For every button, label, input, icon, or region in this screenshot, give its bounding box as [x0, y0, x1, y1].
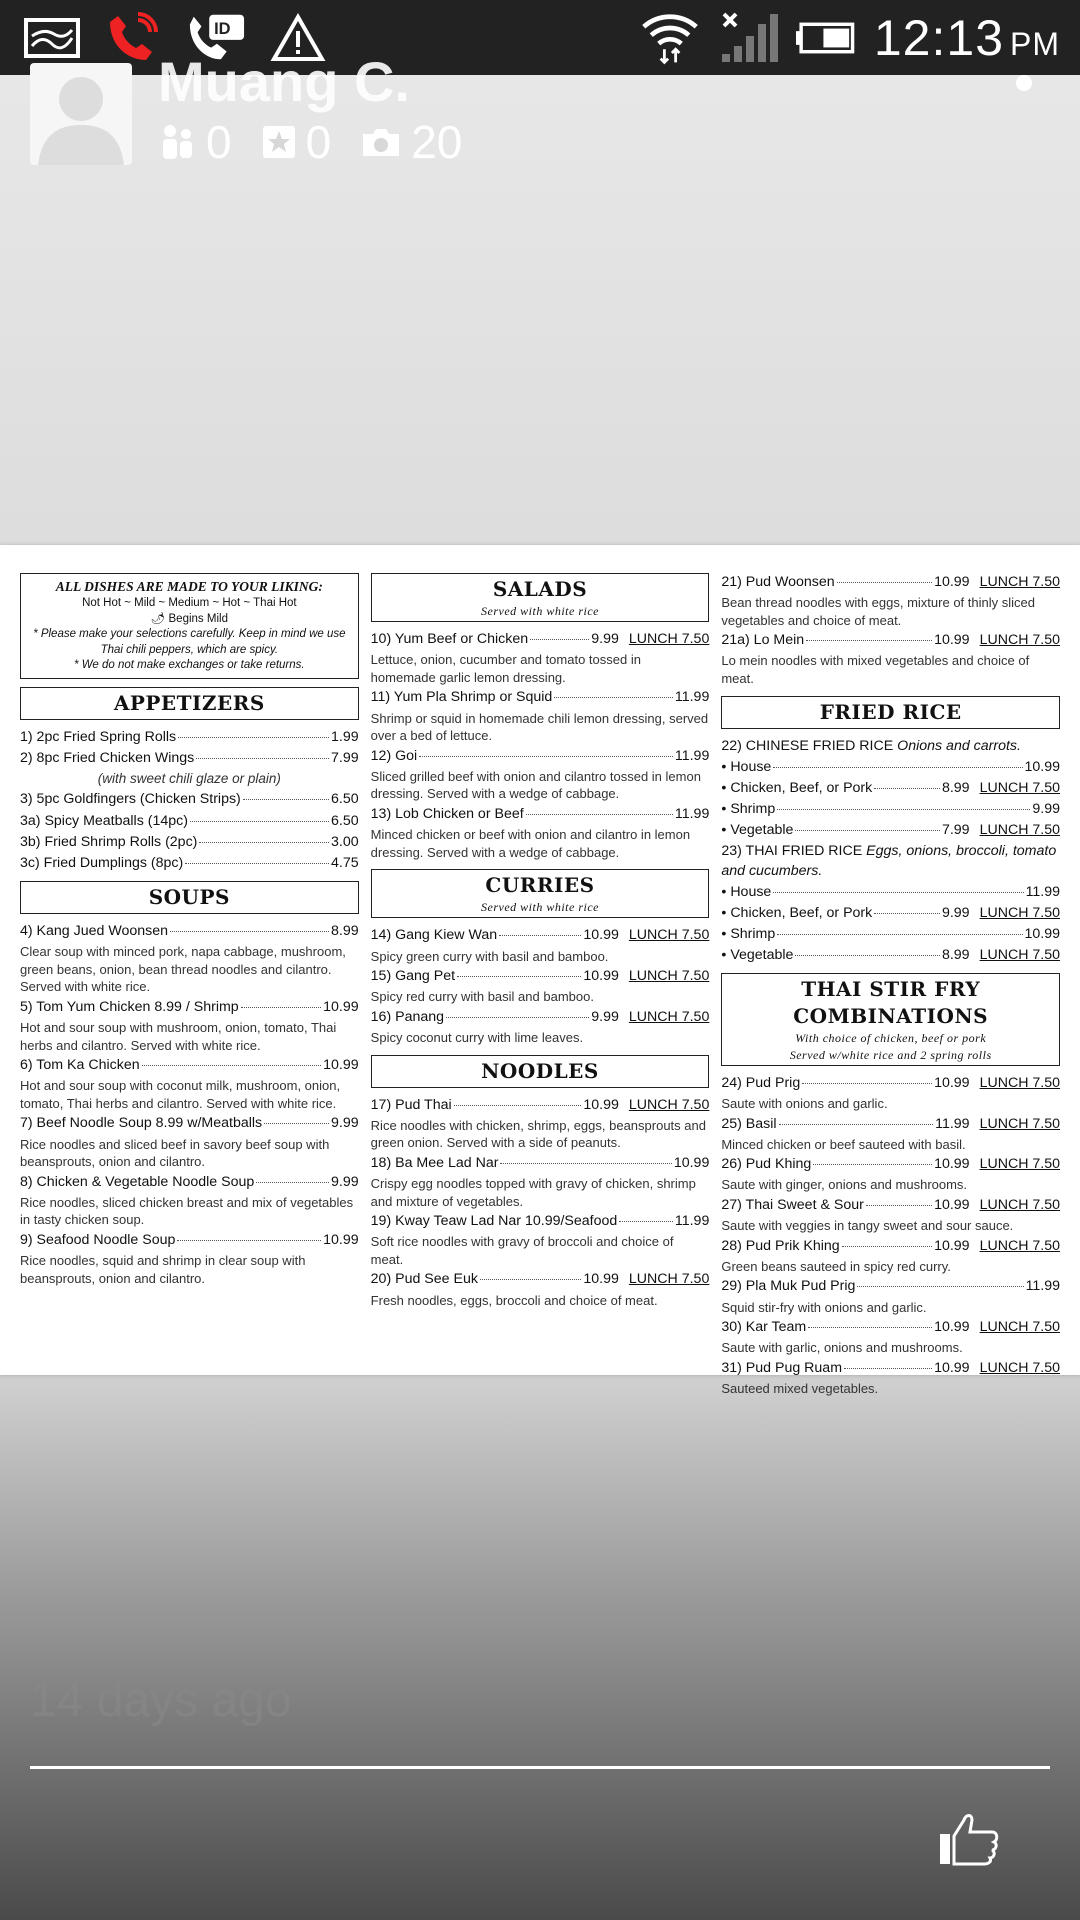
battery-icon — [796, 12, 856, 64]
signal-icon — [718, 12, 778, 64]
friends-count: 0 — [206, 116, 232, 168]
menu-item: 21a) Lo Mein 10.99 LUNCH 7.50 — [721, 632, 1061, 649]
divider — [30, 1766, 1050, 1769]
notice-title: ALL DISHES ARE MADE TO YOUR LIKING: — [55, 579, 323, 594]
star-review-icon — [262, 125, 296, 159]
menu-item: 28) Pud Prik Khing 10.99 LUNCH 7.50 — [721, 1237, 1061, 1254]
menu-item-description: Minced chicken or beef sauteed with basil. — [721, 1136, 966, 1152]
appetizers-heading: APPETIZERS — [20, 687, 359, 720]
menu-item: 27) Thai Sweet & Sour 10.99 LUNCH 7.50 — [721, 1196, 1061, 1213]
overflow-menu-icon[interactable] — [1016, 75, 1032, 91]
stir-fry-heading: THAI STIR FRY COMBINATIONS With choice of chicken, beef or pork Served w/white rice and 2 spring rolls — [721, 973, 1060, 1065]
svg-text:ID: ID — [214, 19, 231, 38]
fried-rice-heading: FRIED RICE — [721, 696, 1060, 729]
avatar[interactable] — [30, 63, 132, 165]
menu-item-description: Saute with onions and garlic. — [721, 1095, 888, 1111]
menu-item: • House 10.99 — [721, 758, 1060, 777]
noodles-continued-list — [721, 573, 1060, 688]
soups-list — [20, 922, 359, 1287]
menu-item: 26) Pud Khing 10.99 LUNCH 7.50 — [721, 1156, 1061, 1173]
thai-fried-rice-title: 23) THAI FRIED RICE Eggs, onions, broccoli, tomato and cucumbers. — [721, 843, 1057, 879]
menu-item: 17) Pud Thai 10.99 LUNCH 7.50 — [370, 1096, 710, 1113]
menu-item-description: Rice noodles with chicken, shrimp, eggs, beansprouts and green onion. Served with a side of peanuts. — [370, 1117, 706, 1151]
appetizers-list — [20, 728, 359, 873]
noodles-list — [371, 1096, 710, 1310]
menu-item: 29) Pla Muk Pud Prig 11.99 — [721, 1278, 1061, 1295]
menu-item: • Chicken, Beef, or Pork 9.99 LUNCH 7.50 — [721, 904, 1060, 923]
photos-stat — [361, 115, 462, 169]
menu-item-description: Hot and sour soup with mushroom, onion, tomato, Thai herbs and cilantro. Served with white rice. — [20, 1020, 337, 1053]
menu-item-description: Rice noodles, sliced chicken breast and mix of vegetables in tasty chicken soup. — [20, 1194, 354, 1228]
menu-item-description: Bean thread noodles with eggs, mixture of thinly sliced vegetables and choice of meat. — [721, 595, 1035, 628]
fried-rice-list — [721, 737, 1060, 966]
menu-item: • Vegetable 8.99 LUNCH 7.50 — [721, 946, 1060, 965]
menu-item-description: Green beans sauteed in spicy red curry. — [721, 1258, 951, 1274]
soups-heading: SOUPS — [20, 881, 359, 914]
notice-begins-mild: 🌶 Begins Mild — [150, 612, 228, 625]
chili-icon: 🌶 — [150, 612, 166, 625]
menu-item-description: Clear soup with minced pork, napa cabbage, mushroom, green beans, onion, bean thread noodles and cilantro. Served with white rice. — [20, 944, 346, 995]
menu-item-description: Saute with veggies in tangy sweet and sour sauce. — [721, 1218, 1014, 1234]
menu-item-description: Soft rice noodles with gravy of broccoli and choice of meat. — [370, 1234, 674, 1267]
menu-item: 6) Tom Ka Chicken 10.99 — [20, 1057, 359, 1074]
menu-item-description: Fresh noodles, eggs, broccoli and choice of meat. — [370, 1292, 658, 1308]
menu-notice — [20, 573, 359, 679]
gallery-icon — [22, 12, 82, 64]
menu-item: 30) Kar Team 10.99 LUNCH 7.50 — [721, 1319, 1061, 1336]
menu-item-description: Lo mein noodles with mixed vegetables and choice of meat. — [721, 653, 1030, 686]
user-stats — [158, 115, 462, 169]
menu-item: 1) 2pc Fried Spring Rolls 1.99 — [20, 728, 359, 745]
menu-item-description: Hot and sour soup with coconut milk, mushroom, onion, tomato, Thai herbs and cilantro. Served with white rice. — [20, 1078, 341, 1111]
menu-item: 19) Kway Teaw Lad Nar 10.99/Seafood 11.99 — [370, 1213, 710, 1230]
stir-fry-list — [721, 1074, 1060, 1398]
clock: 12:13 PM — [873, 9, 1060, 66]
salads-heading: SALADS Served with white rice — [371, 573, 710, 622]
notice-levels: Not Hot ~ Mild ~ Medium ~ Hot ~ Thai Hot — [82, 597, 297, 610]
menu-item: 7) Beef Noodle Soup 8.99 w/Meatballs 9.99 — [20, 1115, 359, 1132]
menu-item-description: Minced chicken or beef with onion and cilantro in lemon dressing. Served with a wedge of cabbage. — [370, 827, 691, 860]
menu-item-description: Saute with garlic, onions and mushrooms. — [721, 1340, 963, 1356]
menu-item-description: Saute with ginger, onions and mushrooms. — [721, 1177, 968, 1193]
photo-timestamp: 14 days ago — [30, 1674, 292, 1727]
thumbs-up-icon — [938, 1810, 1000, 1866]
menu-item: 21) Pud Woonsen 10.99 LUNCH 7.50 — [721, 574, 1061, 590]
menu-item-description: Rice noodles, squid and shrimp in clear soup with beansprouts, onion and cilantro. — [20, 1253, 306, 1286]
menu-item: 3) 5pc Goldfingers (Chicken Strips) 6.50 — [20, 791, 359, 808]
menu-item-description: Crispy egg noodles topped with gravy of chicken, shrimp and mixture of vegetables. — [370, 1176, 696, 1209]
menu-item-description: Sauteed mixed vegetables. — [721, 1381, 879, 1396]
menu-item: 11) Yum Pla Shrimp or Squid 11.99 — [370, 689, 710, 706]
reviews-stat — [262, 115, 332, 169]
friends-icon — [158, 124, 196, 160]
photos-count: 20 — [411, 116, 463, 168]
noodles-heading: NOODLES — [371, 1055, 710, 1088]
menu-item: 16) Panang 9.99 LUNCH 7.50 — [370, 1008, 710, 1025]
menu-item: • House 11.99 — [721, 883, 1060, 902]
user-name[interactable]: Muang C. — [158, 50, 410, 113]
camera-icon — [361, 126, 401, 158]
menu-item: 3c) Fried Dumplings (8pc) 4.75 — [20, 854, 359, 871]
default-avatar-icon — [30, 63, 132, 165]
menu-item: 3a) Spicy Meatballs (14pc) 6.50 — [20, 812, 359, 829]
notice-line-2: * We do not make exchanges or take returns. — [74, 659, 305, 672]
menu-column-3 — [721, 573, 1061, 1396]
menu-item-description: Spicy coconut curry with lime leaves. — [370, 1030, 584, 1046]
friends-stat — [158, 115, 232, 169]
menu-item: 31) Pud Pug Ruam 10.99 LUNCH 7.50 — [721, 1359, 1061, 1376]
profile-header — [0, 50, 1080, 185]
chinese-fried-rice-title: 22) CHINESE FRIED RICE Onions and carrots. — [721, 737, 1021, 754]
menu-item: • Chicken, Beef, or Pork 8.99 LUNCH 7.50 — [721, 779, 1060, 798]
reviews-count: 0 — [305, 116, 332, 168]
menu-item-description: Spicy green curry with basil and bamboo. — [370, 948, 609, 964]
menu-item: 18) Ba Mee Lad Nar 10.99 — [370, 1154, 710, 1171]
menu-column-2 — [371, 573, 710, 1355]
menu-column-1 — [20, 573, 359, 1355]
menu-item: 15) Gang Pet 10.99 LUNCH 7.50 — [370, 968, 710, 985]
menu-item: 4) Kang Jued Woonsen 8.99 — [20, 923, 359, 940]
menu-item-description: Rice noodles and sliced beef in savory beef soup with beansprouts, onion and cilantro. — [20, 1136, 330, 1170]
menu-item: 12) Goi 11.99 — [370, 747, 710, 764]
menu-photo[interactable] — [0, 545, 1080, 1396]
menu-item: 25) Basil 11.99 LUNCH 7.50 — [721, 1115, 1061, 1132]
wifi-icon — [640, 12, 700, 64]
menu-item: 2) 8pc Fried Chicken Wings 7.99 — [20, 749, 359, 766]
menu-item-description: Shrimp or squid in homemade chili lemon dressing, served over a bed of lettuce. — [370, 710, 709, 744]
menu-item: 5) Tom Yum Chicken 8.99 / Shrimp 10.99 — [20, 998, 359, 1015]
curries-list — [371, 926, 710, 1046]
menu-item: 3b) Fried Shrimp Rolls (2pc) 3.00 — [20, 833, 359, 850]
menu-item: • Vegetable 7.99 LUNCH 7.50 — [721, 821, 1060, 840]
menu-item-description: Lettuce, onion, cucumber and tomato tossed in homemade garlic lemon dressing. — [370, 652, 641, 685]
menu-item-description: Squid stir-fry with onions and garlic. — [721, 1299, 927, 1315]
curries-heading: CURRIES Served with white rice — [371, 869, 710, 918]
menu-item-description: Spicy red curry with basil and bamboo. — [370, 989, 594, 1005]
menu-item: 9) Seafood Noodle Soup 10.99 — [20, 1231, 359, 1248]
missed-call-icon — [104, 12, 164, 64]
salads-list — [371, 630, 710, 861]
notice-line-1: * Please make your selections carefully. Keep in mind we use Thai chili peppers, which are spicy. — [33, 628, 346, 656]
menu-item-description: Sliced grilled beef with onion and cilantro tossed in lemon dressing. Served with a wedge of cabbage. — [370, 768, 701, 802]
menu-item: 13) Lob Chicken or Beef 11.99 — [370, 805, 710, 822]
menu-item-note: (with sweet chili glaze or plain) — [97, 771, 281, 787]
menu-item: 14) Gang Kiew Wan 10.99 LUNCH 7.50 — [370, 927, 710, 944]
menu-item: • Shrimp 9.99 — [721, 800, 1060, 819]
menu-item: 10) Yum Beef or Chicken 9.99 LUNCH 7.50 — [370, 631, 710, 648]
menu-item: 24) Pud Prig 10.99 LUNCH 7.50 — [721, 1074, 1061, 1091]
menu-item: 20) Pud See Euk 10.99 LUNCH 7.50 — [370, 1271, 710, 1288]
menu-item: • Shrimp 10.99 — [721, 925, 1060, 944]
menu-item: 8) Chicken & Vegetable Noodle Soup 9.99 — [20, 1173, 359, 1190]
like-button[interactable] — [938, 1810, 1000, 1871]
